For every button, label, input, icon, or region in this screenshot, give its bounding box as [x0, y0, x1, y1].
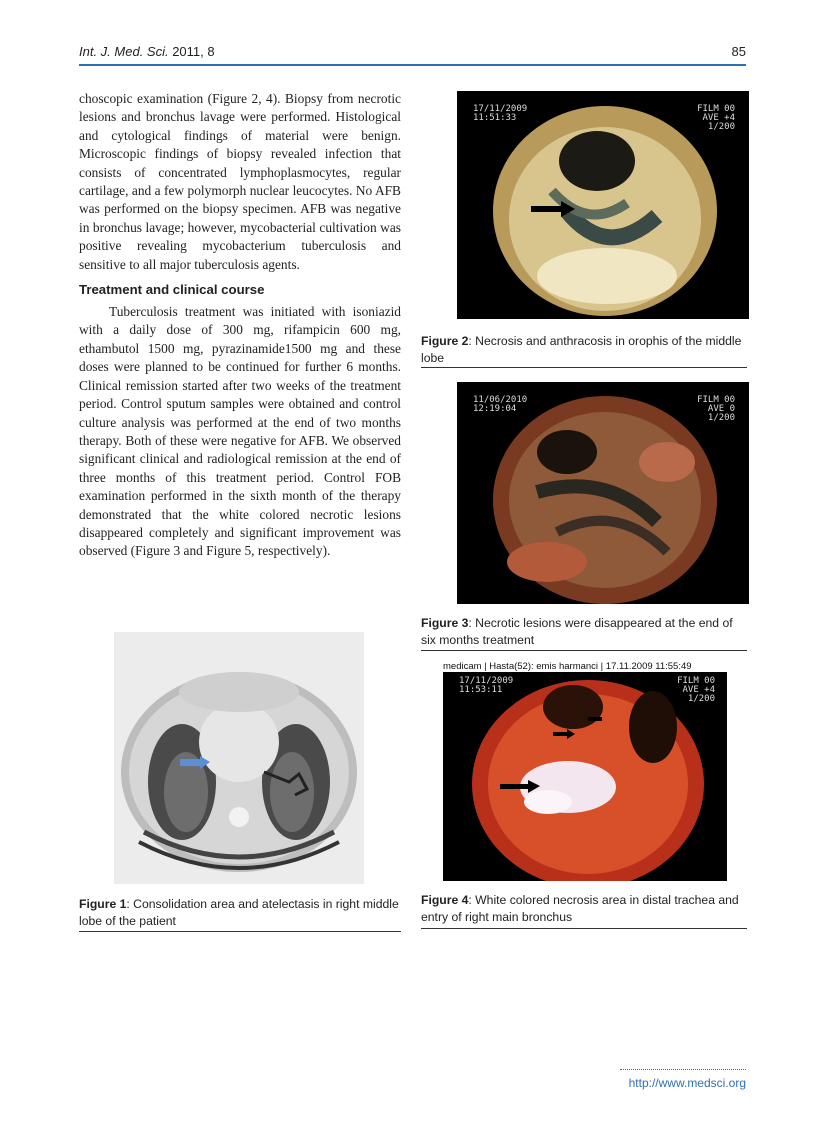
figure-4-film-info: FILM 00 AVE +4 1/200	[677, 676, 715, 704]
figure-1-caption: Figure 1: Consolidation area and atelectasis in right middle lobe of the patient	[79, 897, 399, 928]
figure-4-rule	[421, 928, 747, 929]
figure-2-film-info: FILM 00 AVE +4 1/200	[697, 104, 735, 132]
journal-year-volume: 2011, 8	[168, 44, 215, 59]
figure-1-ct-image	[114, 632, 364, 884]
figure-2-label: Figure 2	[421, 334, 469, 348]
figure-3-label: Figure 3	[421, 616, 469, 630]
section-heading: Treatment and clinical course	[79, 282, 265, 298]
figure-3-bronchoscopy-image	[457, 382, 749, 604]
journal-name: Int. J. Med. Sci.	[79, 44, 169, 59]
body-paragraph-2: Tuberculosis treatment was initiated with isoniazid with a daily dose of 300 mg, rifampicin 600 mg, ethambutol 1500 mg, pyrazinamide1500 mg and these doses were planned to be continued for further 6 months. Clinical remission started after two weeks of the treatment period. Control sputum samples were obtained and control culture analysis was performed at the end of two months therapy. Both of these were negative for AFB. We observed significant clinical and radiological remission at the end of three months of this treatment period. Control FOB examination performed in the sixth month of the therapy demonstrated that the white colored necrotic lesions disappeared completely and significant improvement was observed (Figure 3 and Figure 5, respectively).	[79, 304, 401, 559]
figure-4-bronchoscopy-image	[443, 661, 727, 881]
figure-1-label: Figure 1	[79, 897, 127, 911]
figure-1-rule	[79, 931, 401, 932]
left-column	[79, 90, 401, 561]
figure-2-timestamp: 17/11/2009 11:51:33	[473, 104, 528, 123]
figure-3-film-info: FILM 00 AVE 0 1/200	[697, 395, 735, 423]
figure-2-rule	[421, 367, 747, 368]
header-divider	[79, 64, 746, 66]
body-paragraph-1: choscopic examination (Figure 2, 4). Biopsy from necrotic lesions and bronchus lavage were performed. Histological and cytological findings of material were benign. Microscopic findings of biopsy revealed infection that consists of concentrated lymphoplasmocytes, regular cartilage, and a few polymorph nuclear leucocytes. No AFB was performed on the biopsy specimen. AFB was negative in bronchus lavage; however, mycobacterial cultivation was positive revealing mycobacterium tuberculosis and sensitive to all major tuberculosis agents.	[79, 91, 401, 272]
figure-4-banner: medicam | Hasta(52): emis harmanci | 17.11.2009 11:55:49	[443, 661, 727, 672]
figure-2-caption: Figure 2: Necrosis and anthracosis in orophis of the middle lobe	[421, 334, 742, 365]
figure-3-timestamp: 11/06/2010 12:19:04	[473, 395, 528, 414]
figure-2-bronchoscopy-image	[457, 91, 749, 319]
figure-3-caption: Figure 3: Necrotic lesions were disappeared at the end of six months treatment	[421, 616, 733, 647]
footer-url-link[interactable]: http://www.medsci.org	[628, 1076, 746, 1090]
figure-4-caption: Figure 4: White colored necrosis area in distal trachea and entry of right main bronchus	[421, 893, 739, 924]
running-header	[79, 44, 215, 59]
footer-divider	[620, 1069, 746, 1070]
figure-4-timestamp: 17/11/2009 11:53:11	[459, 676, 514, 695]
figure-4-label: Figure 4	[421, 893, 469, 907]
figure-3-rule	[421, 650, 747, 651]
page-number: 85	[731, 44, 746, 59]
